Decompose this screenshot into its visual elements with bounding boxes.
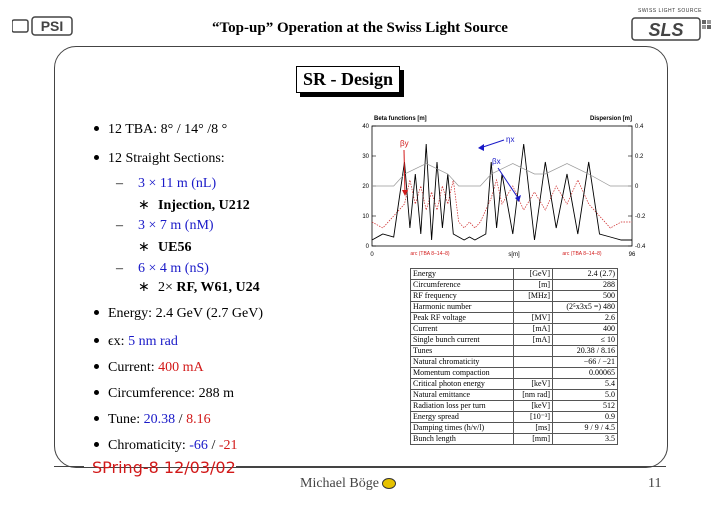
footer-divider-left [54, 466, 84, 467]
table-cell-name: Damping times (h/v/l) [411, 423, 514, 434]
author-name: Michael Böge [300, 476, 379, 491]
sub-sub-bullet-medium: ∗ UE56 [138, 240, 192, 255]
bullet-dot [94, 364, 99, 369]
sub-bullet-long: – 3 × 11 m (nL) [116, 176, 217, 191]
y-left-tick-label: 40 [362, 124, 369, 130]
y-left-tick-label: 10 [362, 214, 369, 220]
bullet-dot [94, 310, 99, 315]
current-value: 400 mA [158, 360, 204, 375]
table-row [411, 423, 618, 434]
y-right-tick-label: 0 [635, 184, 639, 190]
ue56-label: UE56 [158, 240, 192, 255]
table-cell-unit: [keV] [514, 379, 553, 390]
bullet-dot [94, 390, 99, 395]
y-right-tick-label: 0.4 [635, 124, 644, 130]
arrow-eta-x-head [478, 144, 484, 151]
table-cell-unit: [keV] [514, 401, 553, 412]
table-cell-name: RF frequency [411, 291, 514, 302]
annotation-beta-y: βy [400, 139, 409, 148]
table-row [411, 335, 618, 346]
table-cell-name: Natural emittance [411, 390, 514, 401]
footer-conference: SPring-8 12/03/02 [92, 458, 236, 477]
table-cell-unit: [ms] [514, 423, 553, 434]
y-left-tick-label: 30 [362, 154, 369, 160]
short-section-size: 6 × 4 m [138, 261, 182, 276]
bullet-tba [94, 122, 227, 138]
bullet-text: 12 TBA: 8° / 14° /8 ° [108, 122, 228, 137]
sub-sub-bullet-long: ∗ Injection, U212 [138, 198, 250, 213]
table-row [411, 368, 618, 379]
table-row [411, 379, 618, 390]
chart-arc-label: arc (TBA 8–14–8) [410, 251, 450, 257]
beta-dispersion-chart [360, 108, 660, 268]
short-section-label: (nS) [184, 261, 209, 276]
table-cell-name: Critical photon energy [411, 379, 514, 390]
u212-label: , U212 [211, 198, 250, 213]
table-cell-name: Circumference [411, 280, 514, 291]
chromaticity-x-value: -66 [189, 438, 208, 453]
table-row [411, 313, 618, 324]
emittance-value: 5 nm rad [128, 334, 178, 349]
medium-section-label: (nM) [184, 218, 214, 233]
bullet-chromaticity [94, 438, 238, 454]
table-row [411, 280, 618, 291]
table-cell-unit: [GeV] [514, 269, 553, 280]
table-cell-unit: [mA] [514, 335, 553, 346]
table-row [411, 302, 618, 313]
y-right-tick-label: -0.4 [635, 244, 646, 250]
table-cell-val: 0.00065 [553, 368, 618, 379]
sub-bullet-short: – 6 × 4 m (nS) [116, 261, 209, 276]
table-cell-val: 2.6 [553, 313, 618, 324]
long-section-size: 3 × 11 m [138, 176, 188, 191]
table-row [411, 357, 618, 368]
current-label: Current: [108, 360, 155, 375]
bullet-dot [94, 126, 99, 131]
table-row [411, 324, 618, 335]
table-cell-name: Energy spread [411, 412, 514, 423]
bullet-tune [94, 412, 211, 428]
table-cell-val: 288 [553, 280, 618, 291]
chromaticity-y-value: -21 [218, 438, 238, 453]
arrow-beta-y [404, 150, 405, 194]
bullet-dot [94, 416, 99, 421]
long-section-label: (nL) [191, 176, 217, 191]
table-cell-unit [514, 357, 553, 368]
table-cell-unit [514, 302, 553, 313]
table-row [411, 390, 618, 401]
table-cell-name: Peak RF voltage [411, 313, 514, 324]
annotation-eta-x: ηx [506, 135, 515, 144]
bullet-straight-sections [94, 151, 225, 167]
table-cell-name: Bunch length [411, 434, 514, 445]
x-tick-label: 0 [370, 252, 374, 258]
table-row [411, 401, 618, 412]
table-cell-val: −66 / −21 [553, 357, 618, 368]
rf-count: 2× [158, 280, 173, 295]
bullet-dot [94, 442, 99, 447]
medium-section-size: 3 × 7 m [138, 218, 182, 233]
chart-arc-label: arc (TBA 8–14–8) [562, 251, 602, 257]
bullet-text: Energy: 2.4 GeV (2.7 GeV) [108, 306, 264, 321]
footer-author [300, 476, 396, 492]
sub-sub-bullet-short: ∗ 2× RF, W61, U24 [138, 280, 260, 295]
table-cell-name: Current [411, 324, 514, 335]
bullet-dot [94, 155, 99, 160]
table-cell-name: Momentum compaction [411, 368, 514, 379]
table-cell-val: ≤ 10 [553, 335, 618, 346]
bullet-dot [94, 338, 99, 343]
psi-logo-text: PSI [40, 18, 64, 34]
table-cell-unit [514, 368, 553, 379]
table-cell-val: 512 [553, 401, 618, 412]
sls-logo-caption: SWISS LIGHT SOURCE [638, 8, 702, 14]
table-cell-val: (2⁵x3x5 =) 480 [553, 302, 618, 313]
annotation-beta-x: βx [492, 157, 501, 166]
table-cell-unit: [MHz] [514, 291, 553, 302]
table-cell-unit: [10⁻³] [514, 412, 553, 423]
table-cell-name: Tunes [411, 346, 514, 357]
footer-divider-right [236, 466, 666, 467]
parameter-table [410, 268, 618, 445]
tune-y-value: 8.16 [186, 412, 211, 427]
table-cell-unit: [MV] [514, 313, 553, 324]
chromaticity-separator: / [211, 438, 216, 453]
bullet-circumference [94, 386, 234, 402]
page-number: 11 [648, 476, 662, 491]
tune-x-value: 20.38 [143, 412, 176, 427]
table-row [411, 412, 618, 423]
table-cell-name: Radiation loss per turn [411, 401, 514, 412]
table-row [411, 269, 618, 280]
table-cell-val: 9 / 9 / 4.5 [553, 423, 618, 434]
table-cell-val: 3.5 [553, 434, 618, 445]
arrow-beta-x-head [515, 195, 521, 202]
chart-title-right: Dispersion [m] [589, 116, 632, 122]
table-row [411, 291, 618, 302]
bullet-current [94, 360, 204, 376]
emittance-label: ϵx: [108, 334, 125, 349]
bullet-energy [94, 306, 263, 322]
table-cell-val: 5.0 [553, 390, 618, 401]
y-left-tick-label: 0 [365, 244, 369, 250]
table-cell-val: 20.38 / 8.16 [553, 346, 618, 357]
table-cell-unit [514, 346, 553, 357]
bullet-emittance [94, 334, 178, 350]
table-cell-name: Energy [411, 269, 514, 280]
y-right-tick-label: 0.2 [635, 154, 644, 160]
chart-title-left: Beta functions [m] [374, 116, 427, 122]
injection-label: Injection [158, 198, 212, 213]
tune-separator: / [178, 412, 183, 427]
table-cell-unit: [nm rad] [514, 390, 553, 401]
y-right-tick-label: -0.2 [635, 214, 646, 220]
header-title: “Top-up” Operation at the Swiss Light Source [212, 20, 508, 36]
bullet-text: Circumference: 288 m [108, 386, 234, 401]
slide-title: SR - Design [296, 66, 400, 93]
tune-label: Tune: [108, 412, 141, 427]
sls-logo [628, 8, 712, 44]
y-left-tick-label: 20 [362, 184, 369, 190]
table-cell-val: 2.4 (2.7) [553, 269, 618, 280]
table-cell-val: 500 [553, 291, 618, 302]
table-row [411, 434, 618, 445]
x-tick-label: 96 [628, 252, 636, 258]
chart-plot-area [372, 126, 632, 246]
table-cell-val: 400 [553, 324, 618, 335]
table-cell-name: Single bunch current [411, 335, 514, 346]
rf-w61-u24-label: RF, W61, U24 [176, 280, 260, 295]
table-cell-name: Natural chromaticity [411, 357, 514, 368]
table-cell-unit: [m] [514, 280, 553, 291]
psi-bee-icon [382, 478, 396, 489]
series-line-beta-x [372, 144, 632, 240]
sls-logo-text: SLS [648, 20, 684, 40]
table-cell-name: Harmonic number [411, 302, 514, 313]
table-cell-val: 0.9 [553, 412, 618, 423]
table-cell-unit: [mA] [514, 324, 553, 335]
table-cell-val: 5.4 [553, 379, 618, 390]
chart-xlabel: s[m] [508, 252, 520, 258]
table-cell-unit: [mm] [514, 434, 553, 445]
bullet-text: 12 Straight Sections: [108, 151, 225, 166]
chromaticity-label: Chromaticity: [108, 438, 186, 453]
sub-bullet-medium: – 3 × 7 m (nM) [116, 218, 214, 233]
table-row [411, 346, 618, 357]
